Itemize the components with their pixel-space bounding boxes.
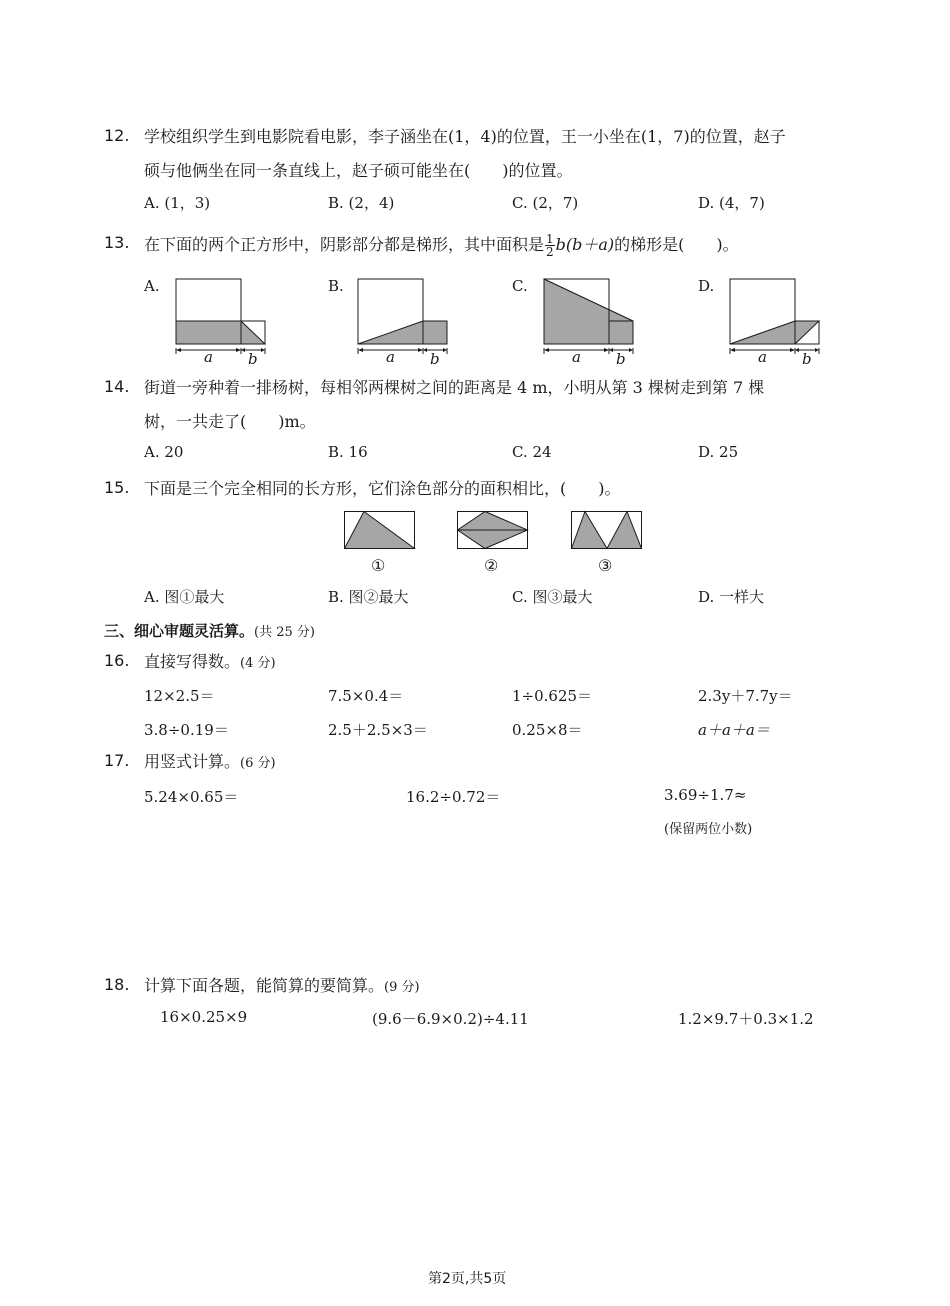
q12-text-line2: 硕与他俩坐在同一条直线上，赵子硕可能坐在( )的位置。 (144, 161, 573, 180)
q15-fig-label-2: ② (484, 556, 499, 575)
q15-option-b[interactable]: B. 图②最大 (328, 588, 409, 606)
section3-heading (104, 620, 315, 641)
q14-option-c[interactable]: C. 24 (512, 443, 552, 461)
q15-number: 15. (104, 478, 130, 497)
q18-title: 计算下面各题，能简算的要简算。 (144, 976, 385, 995)
q17-note: (保留两位小数) (664, 822, 753, 837)
q15-fig-label-3: ③ (598, 556, 613, 575)
q13b-label-b: b (430, 350, 440, 368)
q13-option-c[interactable]: C. (512, 277, 528, 295)
q15-fig3-shaded-triangle-2 (607, 512, 642, 549)
q16-item-5: 3.8÷0.19＝ (144, 721, 229, 739)
q13c-shaded-trapezoid (544, 279, 633, 344)
q14-option-a[interactable]: A. 20 (144, 443, 184, 461)
q16-item-7: 0.25×8＝ (512, 721, 583, 739)
q16-item-4: 2.3y＋7.7y＝ (698, 687, 793, 705)
q17-heading (144, 751, 276, 775)
q16-number: 16. (104, 651, 130, 670)
q15-text: 下面是三个完全相同的长方形，它们涂色部分的面积相比，( )。 (144, 479, 621, 498)
q13-frac-numerator: 1 (546, 232, 554, 246)
q13-text-after: 的梯形是( )。 (614, 235, 739, 254)
q18-item-3: 1.2×9.7＋0.3×1.2 (678, 1010, 814, 1028)
q18-heading (144, 975, 420, 999)
q13d-shaded-trapezoid (730, 321, 819, 344)
q14-number: 14. (104, 377, 130, 396)
q13-text (144, 233, 739, 258)
q13b-label-a: a (386, 348, 395, 366)
q13a-shaded-trapezoid (176, 321, 265, 344)
q13c-label-b: b (616, 350, 626, 368)
q12-number: 12. (104, 126, 130, 145)
q16-points: (4 分) (240, 656, 276, 671)
q17-item-2: 16.2÷0.72＝ (406, 788, 501, 806)
q16-heading (144, 651, 276, 675)
q13a-label-a: a (204, 348, 213, 366)
section3-title: 三、细心审题灵活算。 (104, 622, 255, 640)
q17-number: 17. (104, 751, 130, 770)
q12-option-d[interactable]: D. (4，7) (698, 194, 765, 212)
q12-text-line1: 学校组织学生到电影院看电影，李子涵坐在(1，4)的位置，王一小坐在(1，7)的位置，赵子 (144, 127, 786, 146)
q16-title: 直接写得数。 (144, 652, 241, 671)
q12-option-b[interactable]: B. (2，4) (328, 194, 395, 212)
page-footer: 第2页,共5页 (428, 1271, 507, 1287)
q16-item-6: 2.5＋2.5×3＝ (328, 721, 428, 739)
q13-text-before: 在下面的两个正方形中，阴影部分都是梯形，其中面积是 (144, 235, 545, 254)
q18-item-2: (9.6－6.9×0.2)÷4.11 (372, 1010, 529, 1028)
q13-expression: b(b＋a) (555, 235, 615, 254)
q14-option-b[interactable]: B. 16 (328, 443, 368, 461)
q18-points: (9 分) (384, 980, 420, 995)
q13d-label-b: b (802, 350, 812, 368)
q15-figure-3[interactable] (571, 511, 643, 551)
q16-item-1: 12×2.5＝ (144, 687, 215, 705)
q14-option-d[interactable]: D. 25 (698, 443, 739, 461)
q16-item-2: 7.5×0.4＝ (328, 687, 404, 705)
q15-option-c[interactable]: C. 图③最大 (512, 588, 593, 606)
q15-fig3-shaded-triangle-1 (572, 512, 608, 549)
q18-item-1: 16×0.25×9 (160, 1008, 248, 1026)
q15-option-a[interactable]: A. 图①最大 (144, 588, 225, 606)
q13-frac-denominator: 2 (546, 245, 554, 259)
q14-text-line1: 街道一旁种着一排杨树，每相邻两棵树之间的距离是 4 m，小明从第 3 棵树走到第 7 棵 (144, 378, 765, 397)
q15-fig1-shaded-triangle (345, 512, 415, 549)
q15-option-d[interactable]: D. 一样大 (698, 588, 765, 606)
q16-item-3: 1÷0.625＝ (512, 687, 593, 705)
q12-option-a[interactable]: A. (1，3) (144, 194, 211, 212)
q15-figure-2[interactable] (457, 511, 529, 551)
q13a-label-b: b (248, 350, 258, 368)
q13b-shaded-trapezoid (358, 321, 447, 344)
q17-points: (6 分) (240, 756, 276, 771)
q16-item-8: a＋a＋a＝ (698, 721, 770, 739)
q13d-label-a: a (758, 348, 767, 366)
q18-number: 18. (104, 975, 130, 994)
q17-item-3: 3.69÷1.7≈ (664, 786, 747, 804)
q13-option-d[interactable]: D. (698, 277, 715, 295)
q15-figure-1[interactable] (344, 511, 416, 551)
q13-option-a[interactable]: A. (144, 277, 160, 295)
q15-fig-label-1: ① (371, 556, 386, 575)
q13-option-b[interactable]: B. (328, 277, 344, 295)
q13-number: 13. (104, 233, 130, 252)
q13-fraction (545, 233, 555, 258)
q17-item-1: 5.24×0.65＝ (144, 788, 239, 806)
section3-points: (共 25 分) (254, 625, 315, 640)
q17-title: 用竖式计算。 (144, 752, 241, 771)
q12-option-c[interactable]: C. (2，7) (512, 194, 579, 212)
q14-text-line2: 树，一共走了( )m。 (144, 412, 316, 431)
q13c-label-a: a (572, 348, 581, 366)
